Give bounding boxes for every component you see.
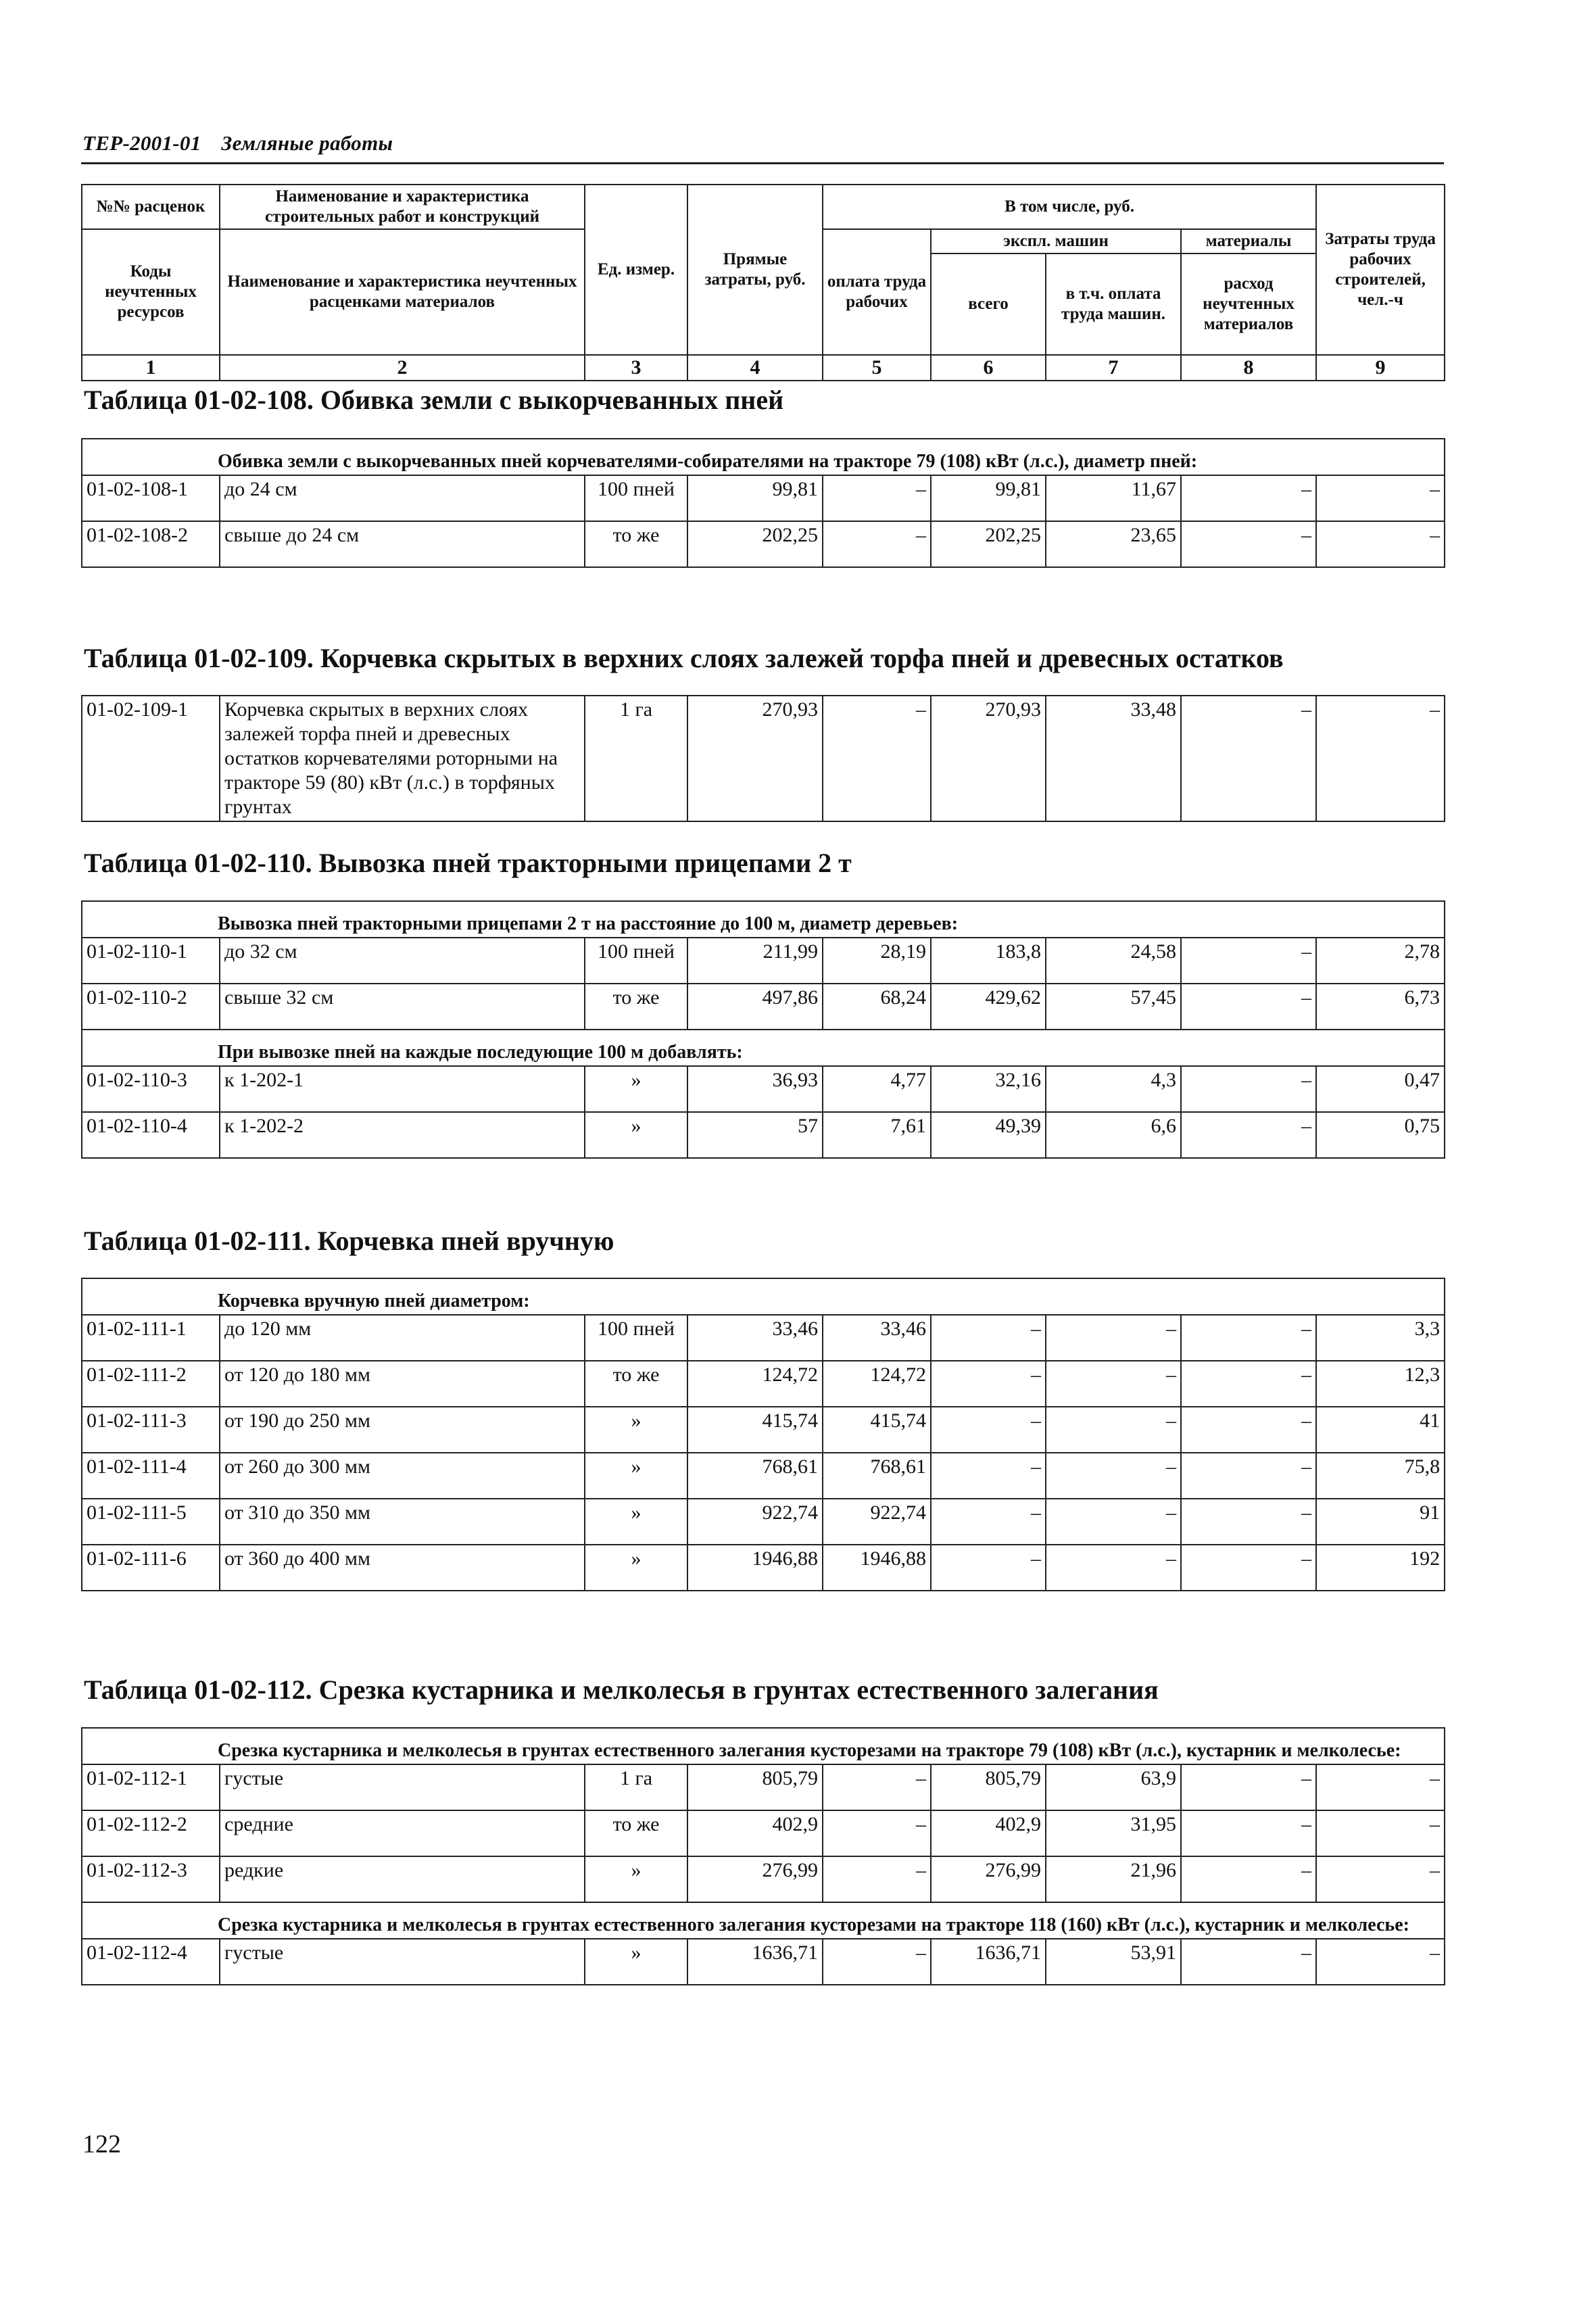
unit-cell: то же: [585, 1810, 687, 1856]
machines-total-cell: 49,39: [931, 1112, 1046, 1158]
rate-code-cell: 01-02-112-2: [82, 1810, 220, 1856]
labor-hours-cell: –: [1316, 696, 1445, 821]
machines-total-cell: –: [931, 1361, 1046, 1407]
work-name-cell: к 1-202-2: [220, 1112, 585, 1158]
rate-code-cell: 01-02-110-1: [82, 938, 220, 984]
labor-hours-cell: –: [1316, 521, 1445, 567]
machine-operator-wages-cell: –: [1046, 1315, 1181, 1361]
direct-costs-cell: 768,61: [687, 1453, 823, 1499]
material-consumption-cell: –: [1181, 521, 1316, 567]
material-consumption-cell: –: [1181, 1499, 1316, 1545]
section-heading-row: [82, 901, 1445, 938]
machine-operator-wages-cell: 24,58: [1046, 938, 1181, 984]
rate-code-cell: 01-02-110-2: [82, 984, 220, 1030]
rate-code-cell: 01-02-110-4: [82, 1112, 220, 1158]
table-row: [82, 1407, 1445, 1453]
machines-total-cell: 32,16: [931, 1066, 1046, 1112]
machine-operator-wages-cell: –: [1046, 1545, 1181, 1591]
machines-total-cell: 99,81: [931, 475, 1046, 521]
section-heading: При вывозке пней на каждые последующие 100 м добавлять:: [82, 1030, 1445, 1066]
worker-wages-cell: –: [823, 521, 931, 567]
direct-costs-cell: 270,93: [687, 696, 823, 821]
header-machines-group: экспл. машин: [931, 229, 1181, 254]
worker-wages-cell: 1946,88: [823, 1545, 931, 1591]
machines-total-cell: 805,79: [931, 1764, 1046, 1810]
rate-code-cell: 01-02-108-2: [82, 521, 220, 567]
unit-cell: »: [585, 1112, 687, 1158]
work-name-cell: к 1-202-1: [220, 1066, 585, 1112]
machines-total-cell: –: [931, 1407, 1046, 1453]
work-name-cell: редкие: [220, 1856, 585, 1902]
labor-hours-cell: 6,73: [1316, 984, 1445, 1030]
table-row: [82, 1499, 1445, 1545]
machine-operator-wages-cell: –: [1046, 1407, 1181, 1453]
material-consumption-cell: –: [1181, 1407, 1316, 1453]
unit-cell: 100 пней: [585, 938, 687, 984]
table-row: [82, 938, 1445, 984]
direct-costs-cell: 922,74: [687, 1499, 823, 1545]
labor-hours-cell: 0,75: [1316, 1112, 1445, 1158]
unit-cell: »: [585, 1545, 687, 1591]
header-material-consumption: расход неучтенных материалов: [1181, 254, 1316, 355]
labor-hours-cell: 2,78: [1316, 938, 1445, 984]
material-consumption-cell: –: [1181, 1764, 1316, 1810]
material-consumption-cell: –: [1181, 696, 1316, 821]
section-heading: Срезка кустарника и мелколесья в грунтах естественного залегания кусторезами на тракторе 118 (160) кВт (л.с.), кустарник и мелколесье:: [82, 1902, 1445, 1939]
header-number: 4: [687, 355, 823, 381]
header-number: 8: [1181, 355, 1316, 381]
rate-code-cell: 01-02-112-3: [82, 1856, 220, 1902]
table-row: [82, 475, 1445, 521]
work-name-cell: от 310 до 350 мм: [220, 1499, 585, 1545]
table-row: [82, 984, 1445, 1030]
header-unit: Ед. измер.: [585, 185, 687, 355]
section-heading-row: [82, 1278, 1445, 1315]
machine-operator-wages-cell: –: [1046, 1361, 1181, 1407]
material-consumption-cell: –: [1181, 1545, 1316, 1591]
unit-cell: »: [585, 1499, 687, 1545]
table-row: [82, 1066, 1445, 1112]
header-material-name: Наименование и характеристика неучтенных расценками материалов: [220, 229, 585, 355]
header-labor-hours: Затраты труда рабочих строителей, чел.-ч: [1316, 185, 1445, 355]
work-name-cell: Корчевка скрытых в верхних слоях залежей торфа пней и древесных остатков корчевателями роторными на тракторе 59 (80) кВт (л.с.) в торфяных грунтах: [220, 696, 585, 821]
machines-total-cell: –: [931, 1453, 1046, 1499]
table-row: [82, 1810, 1445, 1856]
machines-total-cell: –: [931, 1499, 1046, 1545]
work-name-cell: свыше до 24 см: [220, 521, 585, 567]
machines-total-cell: 429,62: [931, 984, 1046, 1030]
table-row: [82, 696, 1445, 821]
material-consumption-cell: –: [1181, 1361, 1316, 1407]
direct-costs-cell: 276,99: [687, 1856, 823, 1902]
worker-wages-cell: –: [823, 1939, 931, 1985]
labor-hours-cell: 3,3: [1316, 1315, 1445, 1361]
worker-wages-cell: 415,74: [823, 1407, 931, 1453]
table-row: [82, 1856, 1445, 1902]
page-number: 122: [82, 2130, 121, 2158]
rate-table: [81, 695, 1445, 822]
material-consumption-cell: –: [1181, 1453, 1316, 1499]
machine-operator-wages-cell: 23,65: [1046, 521, 1181, 567]
work-name-cell: до 120 мм: [220, 1315, 585, 1361]
direct-costs-cell: 211,99: [687, 938, 823, 984]
section-heading-row: [82, 1902, 1445, 1939]
machine-operator-wages-cell: 53,91: [1046, 1939, 1181, 1985]
direct-costs-cell: 1946,88: [687, 1545, 823, 1591]
work-name-cell: до 32 см: [220, 938, 585, 984]
unit-cell: »: [585, 1066, 687, 1112]
table-row: [82, 1315, 1445, 1361]
unit-cell: 100 пней: [585, 1315, 687, 1361]
direct-costs-cell: 415,74: [687, 1407, 823, 1453]
labor-hours-cell: 75,8: [1316, 1453, 1445, 1499]
table-row: [82, 521, 1445, 567]
table-caption: Таблица 01-02-110. Вывозка пней тракторными прицепами 2 т: [84, 848, 852, 878]
unit-cell: то же: [585, 521, 687, 567]
header-materials-group: материалы: [1181, 229, 1316, 254]
rate-table: [81, 1278, 1445, 1591]
machines-total-cell: 402,9: [931, 1810, 1046, 1856]
material-consumption-cell: –: [1181, 984, 1316, 1030]
rate-table: [81, 438, 1445, 568]
running-head: [82, 131, 393, 155]
header-machines-total: всего: [931, 254, 1046, 355]
table-row: [82, 1361, 1445, 1407]
rate-code-cell: 01-02-111-3: [82, 1407, 220, 1453]
header-work-name: Наименование и характеристика строительных работ и конструкций: [220, 185, 585, 229]
work-name-cell: средние: [220, 1810, 585, 1856]
machine-operator-wages-cell: 6,6: [1046, 1112, 1181, 1158]
section-heading-row: [82, 1030, 1445, 1066]
machine-operator-wages-cell: –: [1046, 1453, 1181, 1499]
section-heading: Вывозка пней тракторными прицепами 2 т на расстояние до 100 м, диаметр деревьев:: [82, 901, 1445, 938]
table-row: [82, 1939, 1445, 1985]
worker-wages-cell: 7,61: [823, 1112, 931, 1158]
rate-code-cell: 01-02-109-1: [82, 696, 220, 821]
section-heading: Срезка кустарника и мелколесья в грунтах естественного залегания кусторезами на тракторе 79 (108) кВт (л.с.), кустарник и мелколесье:: [82, 1728, 1445, 1764]
direct-costs-cell: 805,79: [687, 1764, 823, 1810]
direct-costs-cell: 124,72: [687, 1361, 823, 1407]
machines-total-cell: –: [931, 1315, 1046, 1361]
material-consumption-cell: –: [1181, 1939, 1316, 1985]
work-name-cell: от 120 до 180 мм: [220, 1361, 585, 1407]
machines-total-cell: 1636,71: [931, 1939, 1046, 1985]
worker-wages-cell: 4,77: [823, 1066, 931, 1112]
table-row: [82, 1112, 1445, 1158]
labor-hours-cell: 0,47: [1316, 1066, 1445, 1112]
worker-wages-cell: –: [823, 696, 931, 821]
rate-code-cell: 01-02-111-4: [82, 1453, 220, 1499]
running-head-rule: [81, 162, 1444, 164]
machines-total-cell: –: [931, 1545, 1046, 1591]
rate-code-cell: 01-02-110-3: [82, 1066, 220, 1112]
table-caption: Таблица 01-02-109. Корчевка скрытых в верхних слоях залежей торфа пней и древесных остатков: [84, 643, 1284, 673]
labor-hours-cell: –: [1316, 1764, 1445, 1810]
table-row: [82, 1764, 1445, 1810]
rate-code-cell: 01-02-111-1: [82, 1315, 220, 1361]
rate-code-cell: 01-02-112-4: [82, 1939, 220, 1985]
unit-cell: »: [585, 1407, 687, 1453]
machines-total-cell: 270,93: [931, 696, 1046, 821]
material-consumption-cell: –: [1181, 1112, 1316, 1158]
header-machine-operator-wages: в т.ч. оплата труда машин.: [1046, 254, 1181, 355]
machine-operator-wages-cell: 57,45: [1046, 984, 1181, 1030]
worker-wages-cell: 33,46: [823, 1315, 931, 1361]
header-number: 6: [931, 355, 1046, 381]
labor-hours-cell: 192: [1316, 1545, 1445, 1591]
column-header-table: [81, 184, 1445, 381]
worker-wages-cell: 124,72: [823, 1361, 931, 1407]
machine-operator-wages-cell: –: [1046, 1499, 1181, 1545]
worker-wages-cell: –: [823, 1764, 931, 1810]
header-number: 7: [1046, 355, 1181, 381]
worker-wages-cell: –: [823, 475, 931, 521]
header-resource-codes: Коды неучтенных ресурсов: [82, 229, 220, 355]
rate-table: [81, 900, 1445, 1159]
unit-cell: то же: [585, 1361, 687, 1407]
material-consumption-cell: –: [1181, 1810, 1316, 1856]
unit-cell: »: [585, 1939, 687, 1985]
work-name-cell: густые: [220, 1764, 585, 1810]
unit-cell: то же: [585, 984, 687, 1030]
machine-operator-wages-cell: 4,3: [1046, 1066, 1181, 1112]
rate-code-cell: 01-02-111-6: [82, 1545, 220, 1591]
direct-costs-cell: 57: [687, 1112, 823, 1158]
labor-hours-cell: –: [1316, 1856, 1445, 1902]
direct-costs-cell: 36,93: [687, 1066, 823, 1112]
material-consumption-cell: –: [1181, 1856, 1316, 1902]
header-rate-number: №№ расценок: [82, 185, 220, 229]
rate-code-cell: 01-02-112-1: [82, 1764, 220, 1810]
unit-cell: »: [585, 1856, 687, 1902]
section-heading-row: [82, 1728, 1445, 1764]
labor-hours-cell: –: [1316, 1810, 1445, 1856]
work-name-cell: свыше 32 см: [220, 984, 585, 1030]
table-row: [82, 1545, 1445, 1591]
material-consumption-cell: –: [1181, 1315, 1316, 1361]
table-row: [82, 1453, 1445, 1499]
header-number: 1: [82, 355, 220, 381]
machine-operator-wages-cell: 31,95: [1046, 1810, 1181, 1856]
table-caption: Таблица 01-02-112. Срезка кустарника и мелколесья в грунтах естественного залегания: [84, 1674, 1159, 1705]
machines-total-cell: 183,8: [931, 938, 1046, 984]
machines-total-cell: 202,25: [931, 521, 1046, 567]
machines-total-cell: 276,99: [931, 1856, 1046, 1902]
labor-hours-cell: 12,3: [1316, 1361, 1445, 1407]
running-head-code: ТЕР-2001-01: [82, 131, 201, 155]
unit-cell: »: [585, 1453, 687, 1499]
worker-wages-cell: –: [823, 1810, 931, 1856]
work-name-cell: до 24 см: [220, 475, 585, 521]
work-name-cell: от 190 до 250 мм: [220, 1407, 585, 1453]
header-worker-wages: оплата труда рабочих: [823, 229, 931, 355]
header-number: 3: [585, 355, 687, 381]
unit-cell: 100 пней: [585, 475, 687, 521]
worker-wages-cell: 768,61: [823, 1453, 931, 1499]
unit-cell: 1 га: [585, 696, 687, 821]
machine-operator-wages-cell: 63,9: [1046, 1764, 1181, 1810]
rate-table: [81, 1727, 1445, 1985]
labor-hours-cell: 91: [1316, 1499, 1445, 1545]
direct-costs-cell: 99,81: [687, 475, 823, 521]
rate-code-cell: 01-02-111-5: [82, 1499, 220, 1545]
table-caption: Таблица 01-02-111. Корчевка пней вручную: [84, 1226, 614, 1256]
direct-costs-cell: 497,86: [687, 984, 823, 1030]
machine-operator-wages-cell: 33,48: [1046, 696, 1181, 821]
work-name-cell: густые: [220, 1939, 585, 1985]
worker-wages-cell: –: [823, 1856, 931, 1902]
machine-operator-wages-cell: 11,67: [1046, 475, 1181, 521]
work-name-cell: от 260 до 300 мм: [220, 1453, 585, 1499]
header-direct-costs: Прямые затраты, руб.: [687, 185, 823, 355]
table-caption: Таблица 01-02-108. Обивка земли с выкорчеванных пней: [84, 385, 784, 415]
labor-hours-cell: 41: [1316, 1407, 1445, 1453]
worker-wages-cell: 922,74: [823, 1499, 931, 1545]
material-consumption-cell: –: [1181, 475, 1316, 521]
direct-costs-cell: 402,9: [687, 1810, 823, 1856]
header-number: 9: [1316, 355, 1445, 381]
worker-wages-cell: 68,24: [823, 984, 931, 1030]
header-number: 5: [823, 355, 931, 381]
material-consumption-cell: –: [1181, 1066, 1316, 1112]
unit-cell: 1 га: [585, 1764, 687, 1810]
rate-code-cell: 01-02-111-2: [82, 1361, 220, 1407]
direct-costs-cell: 202,25: [687, 521, 823, 567]
section-heading-row: [82, 439, 1445, 475]
work-name-cell: от 360 до 400 мм: [220, 1545, 585, 1591]
labor-hours-cell: –: [1316, 475, 1445, 521]
labor-hours-cell: –: [1316, 1939, 1445, 1985]
section-heading: Обивка земли с выкорчеванных пней корчевателями-собирателями на тракторе 79 (108) кВт (л.с.), диаметр пней:: [82, 439, 1445, 475]
rate-code-cell: 01-02-108-1: [82, 475, 220, 521]
section-heading: Корчевка вручную пней диаметром:: [82, 1278, 1445, 1315]
machine-operator-wages-cell: 21,96: [1046, 1856, 1181, 1902]
header-including-group: В том числе, руб.: [823, 185, 1316, 229]
material-consumption-cell: –: [1181, 938, 1316, 984]
direct-costs-cell: 1636,71: [687, 1939, 823, 1985]
worker-wages-cell: 28,19: [823, 938, 931, 984]
header-number: 2: [220, 355, 585, 381]
running-head-title: Земляные работы: [221, 131, 393, 155]
direct-costs-cell: 33,46: [687, 1315, 823, 1361]
